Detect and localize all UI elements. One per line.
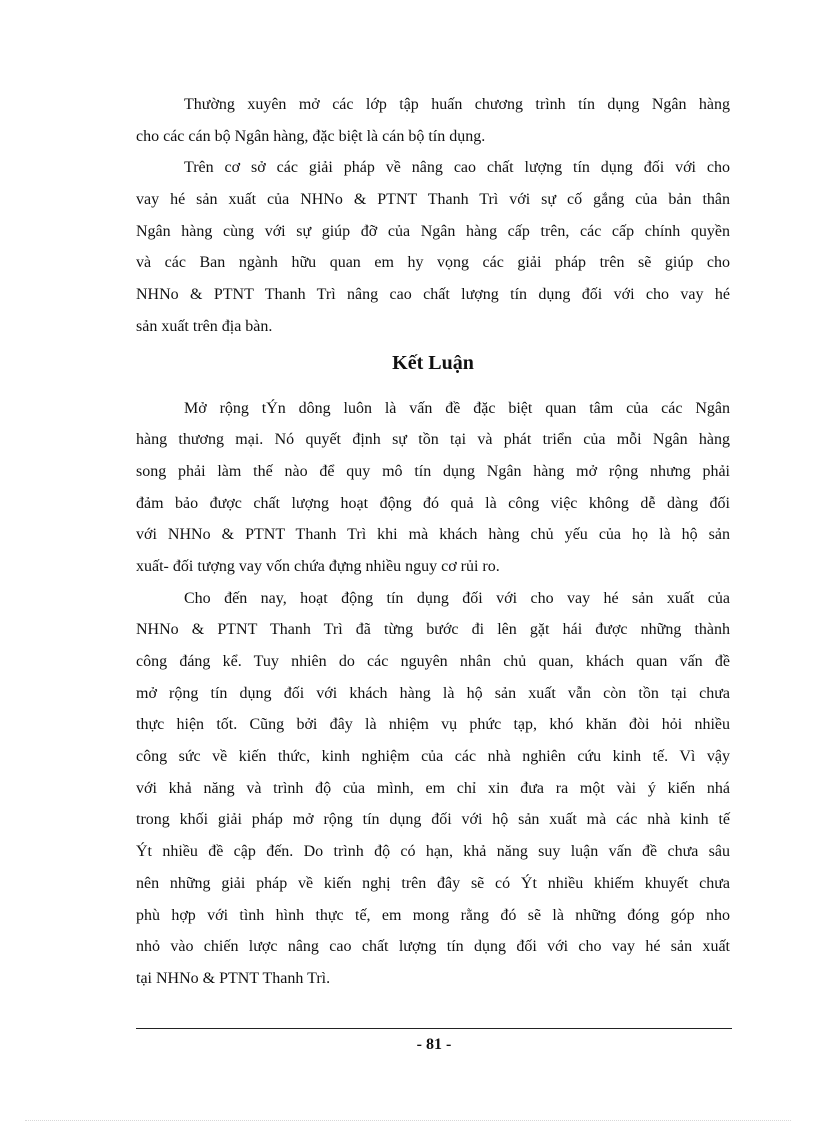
text-line: Mở rộng tÝn dông luôn là vấn đề đặc biệt quan tâm của các Ngân [184,399,730,417]
text-line: Thường xuyên mở các lớp tập huấn chương trình tín dụng Ngân hàng [184,96,730,113]
text-line: NHNo & PTNT Thanh Trì đã từng bước đi lên gặt hái được những thành [136,621,730,639]
text-line: xuất- đối tượng vay vốn chứa đựng nhiều nguy cơ rủi ro. [136,557,500,575]
text-line: công sức về kiến thức, kinh nghiệm của các nhà nghiên cứu kinh tế. Vì vậy [136,748,730,766]
text-line: phù hợp với tình hình thực tế, em mong rằng đó sẽ là những đóng góp nho [136,906,730,924]
text-line: công đáng kể. Tuy nhiên do các nguyên nhân chủ quan, khách quan vấn đề [136,653,730,670]
text-line: vay hé sản xuất của NHNo & PTNT Thanh Trì với sự cố gắng của bản thân [136,191,730,209]
page-number: - 81 - [416,1036,452,1053]
page-edge-divider [25,1120,791,1121]
text-line: Ýt nhiều đề cập đến. Do trình độ có hạn, khả năng suy luận vấn đề chưa sâu [136,843,730,861]
section-heading: Kết Luận [392,351,474,374]
text-line: thực hiện tốt. Cũng bởi đây là nhiệm vụ phức tạp, khó khăn đòi hỏi nhiều [136,716,730,734]
text-line: mở rộng tín dụng đối với khách hàng là hộ sản xuất vẫn còn tồn tại chưa [136,684,730,702]
body-text [136,89,730,995]
text-line: và các Ban ngành hữu quan em hy vọng các giải pháp trên sẽ giúp cho [136,254,730,272]
text-line: hàng thương mại. Nó quyết định sự tồn tại và phát triển của mỗi Ngân hàng [136,431,730,449]
text-line: tại NHNo & PTNT Thanh Trì. [136,969,331,987]
footer-rule [136,1028,732,1029]
text-line: trong khối giải pháp mở rộng tín dụng đối với hộ sản xuất mà các nhà kinh tế [136,811,730,829]
text-line: cho các cán bộ Ngân hàng, đặc biệt là cán bộ tín dụng. [136,127,486,145]
text-line: Trên cơ sở các giải pháp về nâng cao chất lượng tín dụng đối với cho [184,159,730,177]
text-line: Cho đến nay, hoạt động tín dụng đối với cho vay hé sản xuất của [184,589,730,607]
text-line: nhỏ vào chiến lược nâng cao chất lượng tín dụng đối với cho vay hé sản xuất [136,938,730,956]
text-line: NHNo & PTNT Thanh Trì nâng cao chất lượng tín dụng đối với cho vay hé [136,286,730,304]
text-line: nên những giải pháp về kiến nghị trên đây sẽ có Ýt nhiều khiếm khuyết chưa [136,874,730,892]
text-line: song phải làm thế nào để quy mô tín dụng Ngân hàng mở rộng nhưng phải [136,462,730,480]
text-line: đảm bảo được chất lượng hoạt động đó quả là công việc không dễ dàng đối [136,494,730,512]
text-line: với NHNo & PTNT Thanh Trì khi mà khách hàng chủ yếu của họ là hộ sản [136,526,730,544]
text-line: với khả năng và trình độ của mình, em chỉ xin đưa ra một vài ý kiến nhá [136,779,730,797]
text-line: Ngân hàng cùng với sự giúp đỡ của Ngân hàng cấp trên, các cấp chính quyền [136,222,730,240]
text-line: sản xuất trên địa bàn. [136,317,273,335]
